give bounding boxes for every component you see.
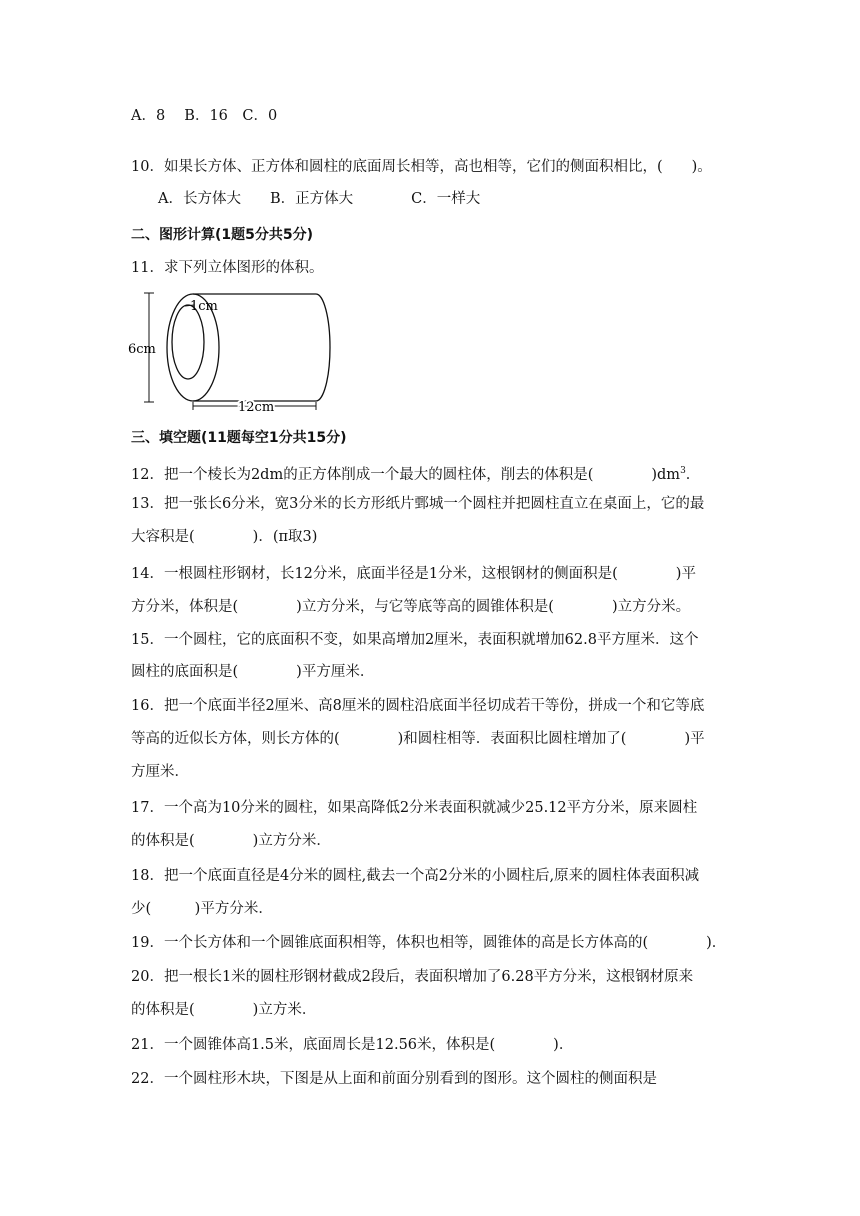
q20-line2: 的体积是( )立方米． — [131, 1002, 317, 1018]
q16-line1: 16．把一个底面半径2厘米、高8厘米的圆柱沿底面半径切成若干等份，拼成一个和它等底 — [131, 698, 705, 714]
q14-line2: 方分米，体积是( )立方分米，与它等底等高的圆锥体积是( )立方分米。 — [131, 599, 691, 615]
section2-title: 二、图形计算(1题5分共5分) — [131, 227, 314, 243]
q20-line1: 20．把一根长1米的圆柱形钢材截成2段后，表面积增加了6.28平方分米，这根钢材原来 — [131, 969, 694, 985]
q19: 19．一个长方体和一个圆锥底面积相等，体积也相等，圆锥体的高是长方体高的( )． — [131, 935, 727, 951]
q13-line2: 大容积是( )．(π取3) — [131, 529, 318, 545]
section3-title: 三、填空题(11题每空1分共15分) — [131, 430, 347, 446]
q22: 22．一个圆柱形木块，下图是从上面和前面分别看到的图形。这个圆柱的侧面积是 — [131, 1071, 657, 1087]
q17-line2: 的体积是( )立方分米． — [131, 833, 331, 849]
q18-line2: 少( )平方分米． — [131, 901, 273, 917]
q17-line1: 17．一个高为10分米的圆柱，如果高降低2分米表面积就减少25.12平方分米，原来圆柱 — [131, 800, 698, 816]
q10-stem: 10．如果长方体、正方体和圆柱的底面周长相等，高也相等，它们的侧面积相比，( )。 — [131, 159, 712, 175]
length-label: 12cm — [238, 400, 275, 415]
thickness-label: 1cm — [190, 299, 218, 314]
q16-line3: 方厘米． — [131, 764, 189, 780]
q12-superscript: 3 — [680, 466, 686, 476]
q15-line1: 15．一个圆柱，它的底面积不变，如果高增加2厘米，表面积就增加62.8平方厘米．这个 — [131, 632, 699, 648]
q12 — [131, 461, 700, 485]
q9-options: A．8 B．16 C．0 — [131, 108, 278, 124]
hollow-cylinder-drawing — [128, 290, 338, 418]
q16-line2: 等高的近似长方体，则长方体的( )和圆柱相等．表面积比圆柱增加了( )平 — [131, 731, 705, 747]
q11-stem: 11．求下列立体图形的体积。 — [131, 260, 324, 276]
q12-text: 12．把一个棱长为2dm的正方体削成一个最大的圆柱体，削去的体积是( )dm — [131, 466, 681, 483]
hollow-cylinder-figure — [128, 290, 338, 418]
q13-line1: 13．把一张长6分米，宽3分米的长方形纸片鄄城一个圆柱并把圆柱直立在桌面上，它的最 — [131, 496, 705, 512]
q18-line1: 18．把一个底面直径是4分米的圆柱,截去一个高2分米的小圆柱后,原来的圆柱体表面积减 — [131, 868, 700, 884]
q12-tail: ． — [685, 466, 701, 483]
q14-line1: 14．一根圆柱形钢材，长12分米，底面半径是1分米，这根钢材的侧面积是( )平 — [131, 566, 696, 582]
q10-options: A．长方体大 B．正方体大 C．一样大 — [158, 191, 481, 207]
diameter-label: 6cm — [128, 342, 156, 357]
q15-line2: 圆柱的底面积是( )平方厘米． — [131, 664, 375, 680]
q21: 21．一个圆锥体高1.5米，底面周长是12.56米，体积是( )． — [131, 1037, 574, 1053]
